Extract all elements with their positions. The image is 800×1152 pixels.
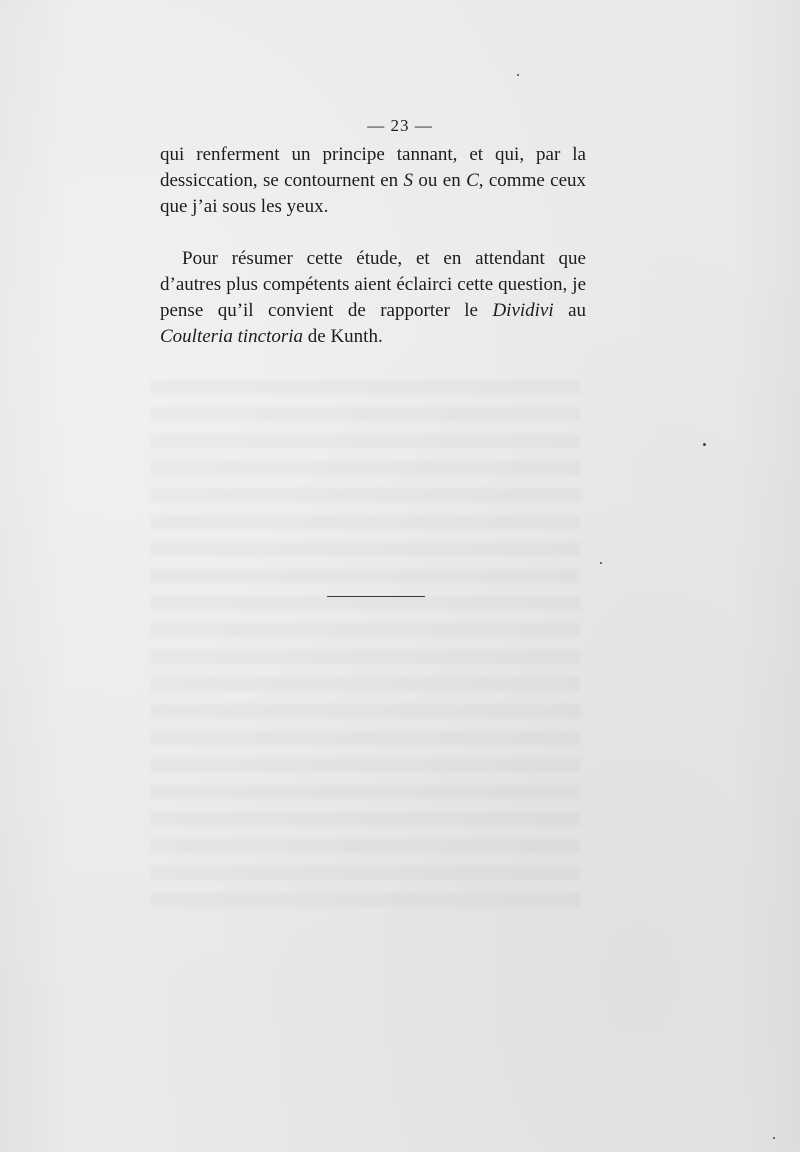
ink-speck	[773, 1137, 775, 1139]
page-number: — 23 —	[367, 116, 433, 135]
section-end-rule	[327, 596, 425, 597]
paragraph-2	[160, 246, 586, 350]
paragraph-1-text-c: , comme ceux que j’ai sous les yeux.	[160, 170, 587, 217]
letter-c: C	[466, 170, 479, 191]
term-coulteria-tinctoria: Coulteria tinctoria	[160, 326, 304, 347]
term-dividivi: Dividivi	[492, 300, 554, 321]
paragraph-1-text-b: ou en	[413, 170, 467, 191]
ink-speck	[517, 74, 519, 76]
paragraph-1-text-a: qui renferment un principe tannant, et qui, par la dessiccation, se contournent en	[160, 144, 586, 191]
paragraph-2-text-c: de Kunth.	[303, 326, 383, 347]
paragraph-2-text-b: au	[553, 300, 587, 321]
letter-s: S	[403, 170, 414, 191]
bleed-through-text	[150, 380, 580, 920]
ink-speck	[600, 562, 602, 564]
paragraph-2-text-a: Pour résumer cette étude, et en attendant que d’autres plus compétents aient éclairci cette question, je pense qu’il convient de rapporter le	[160, 248, 586, 321]
body-text	[160, 142, 586, 350]
ink-speck	[703, 443, 706, 446]
paragraph-1	[160, 142, 586, 220]
